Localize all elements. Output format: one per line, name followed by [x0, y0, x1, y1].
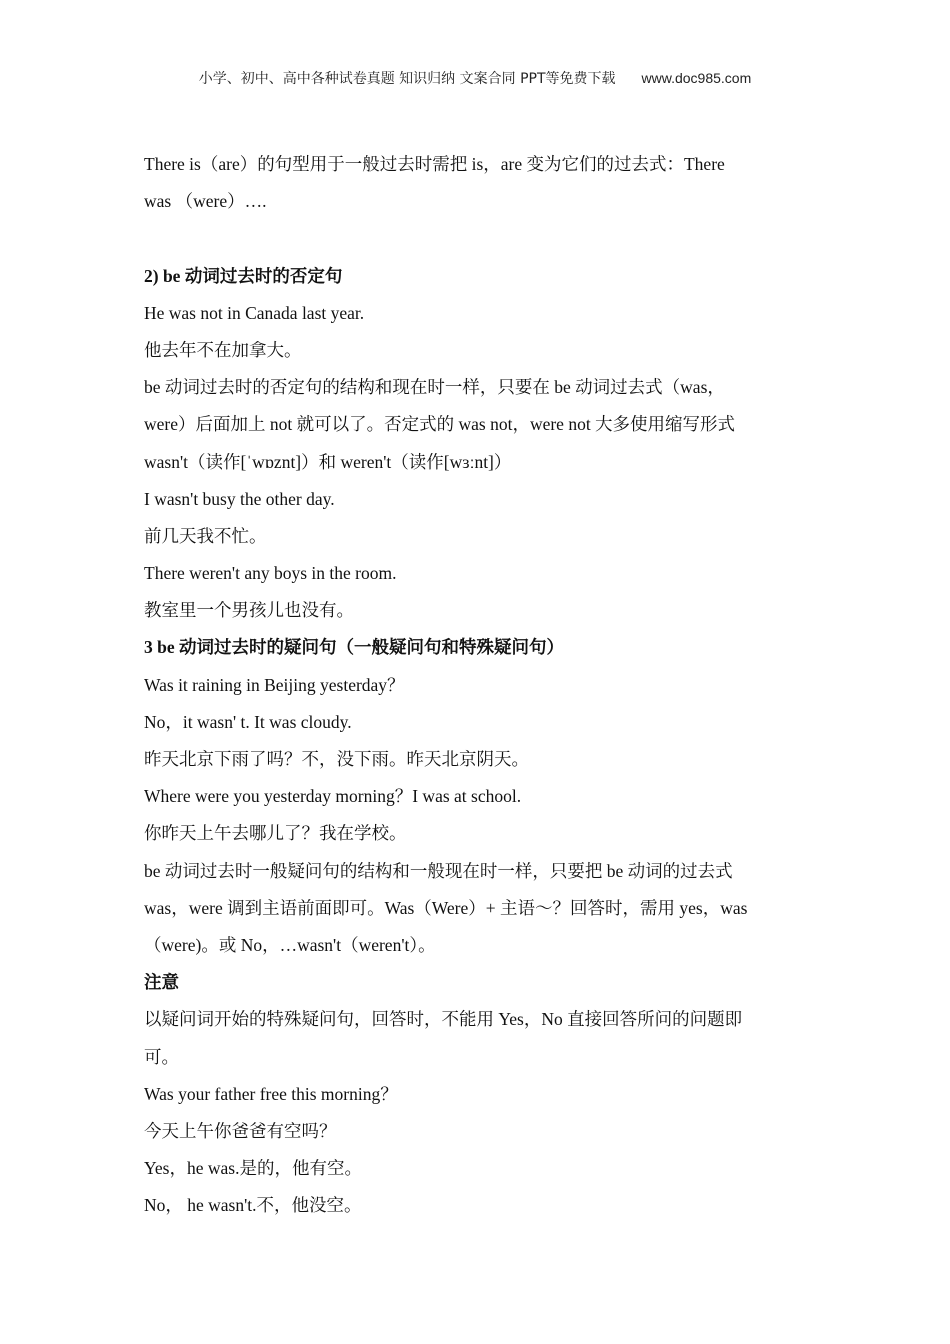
text-line: be 动词过去时的否定句的结构和现在时一样，只要在 be 动词过去式（was， — [144, 377, 725, 398]
header-text: 小学、初中、高中各种试卷真题 知识归纳 文案合同 PPT等免费下载 — [198, 71, 616, 87]
text-line: Where were you yesterday morning？I was at school. — [144, 786, 522, 807]
text-line: There is（are）的句型用于一般过去时需把 is，are 变为它们的过去式：There — [144, 154, 725, 174]
text-line: 教室里一个男孩儿也没有。 — [144, 600, 354, 621]
text-line: 以疑问词开始的特殊疑问句，回答时，不能用 Yes，No 直接回答所问的问题即 — [144, 1009, 743, 1030]
page-header — [0, 68, 950, 88]
text-line: was （were）…. — [144, 191, 267, 212]
blank-line — [144, 220, 809, 257]
text-line: Was your father free this morning？ — [144, 1083, 398, 1104]
text-line: was，were 调到主语前面即可。Was（Were）+ 主语～？回答时，需用 yes，was — [144, 897, 748, 918]
text-line: He was not in Canada last year. — [144, 302, 365, 323]
text-line: be 动词过去时一般疑问句的结构和一般现在时一样，只要把 be 动词的过去式 — [144, 860, 733, 881]
section-heading-question: 3 be 动词过去时的疑问句（一般疑问句和特殊疑问句） — [144, 637, 564, 658]
text-line: were）后面加上 not 就可以了。否定式的 was not，were not 大多使用缩写形式 — [144, 414, 736, 435]
text-line: 可。 — [144, 1046, 179, 1067]
header-site-url: www.doc985.com — [641, 70, 752, 86]
text-line: 昨天北京下雨了吗？不，没下雨。昨天北京阴天。 — [144, 749, 529, 769]
text-line: wasn't（读作[ˈwɒznt]）和 weren't（读作[wɜːnt]） — [144, 451, 512, 472]
text-line: 你昨天上午去哪儿了？我在学校。 — [144, 823, 407, 844]
text-line: No， he wasn't.不，他没空。 — [144, 1195, 362, 1216]
text-line: There weren't any boys in the room. — [144, 563, 397, 584]
section-heading-note: 注意 — [144, 972, 179, 993]
text-line: 他去年不在加拿大。 — [144, 339, 302, 360]
text-line: 今天上午你爸爸有空吗？ — [144, 1120, 337, 1141]
text-line: Yes，he was.是的，他有空。 — [144, 1158, 362, 1179]
text-line: I wasn't busy the other day. — [144, 488, 335, 509]
text-line: Was it raining in Beijing yesterday？ — [144, 674, 405, 695]
text-line: 前几天我不忙。 — [144, 525, 267, 546]
text-line: No，it wasn' t. It was cloudy. — [144, 711, 352, 732]
text-line: （were)。或 No，…wasn't（weren't）。 — [144, 934, 436, 955]
section-heading-negative: 2) be 动词过去时的否定句 — [144, 265, 343, 286]
document-body — [144, 146, 809, 1224]
